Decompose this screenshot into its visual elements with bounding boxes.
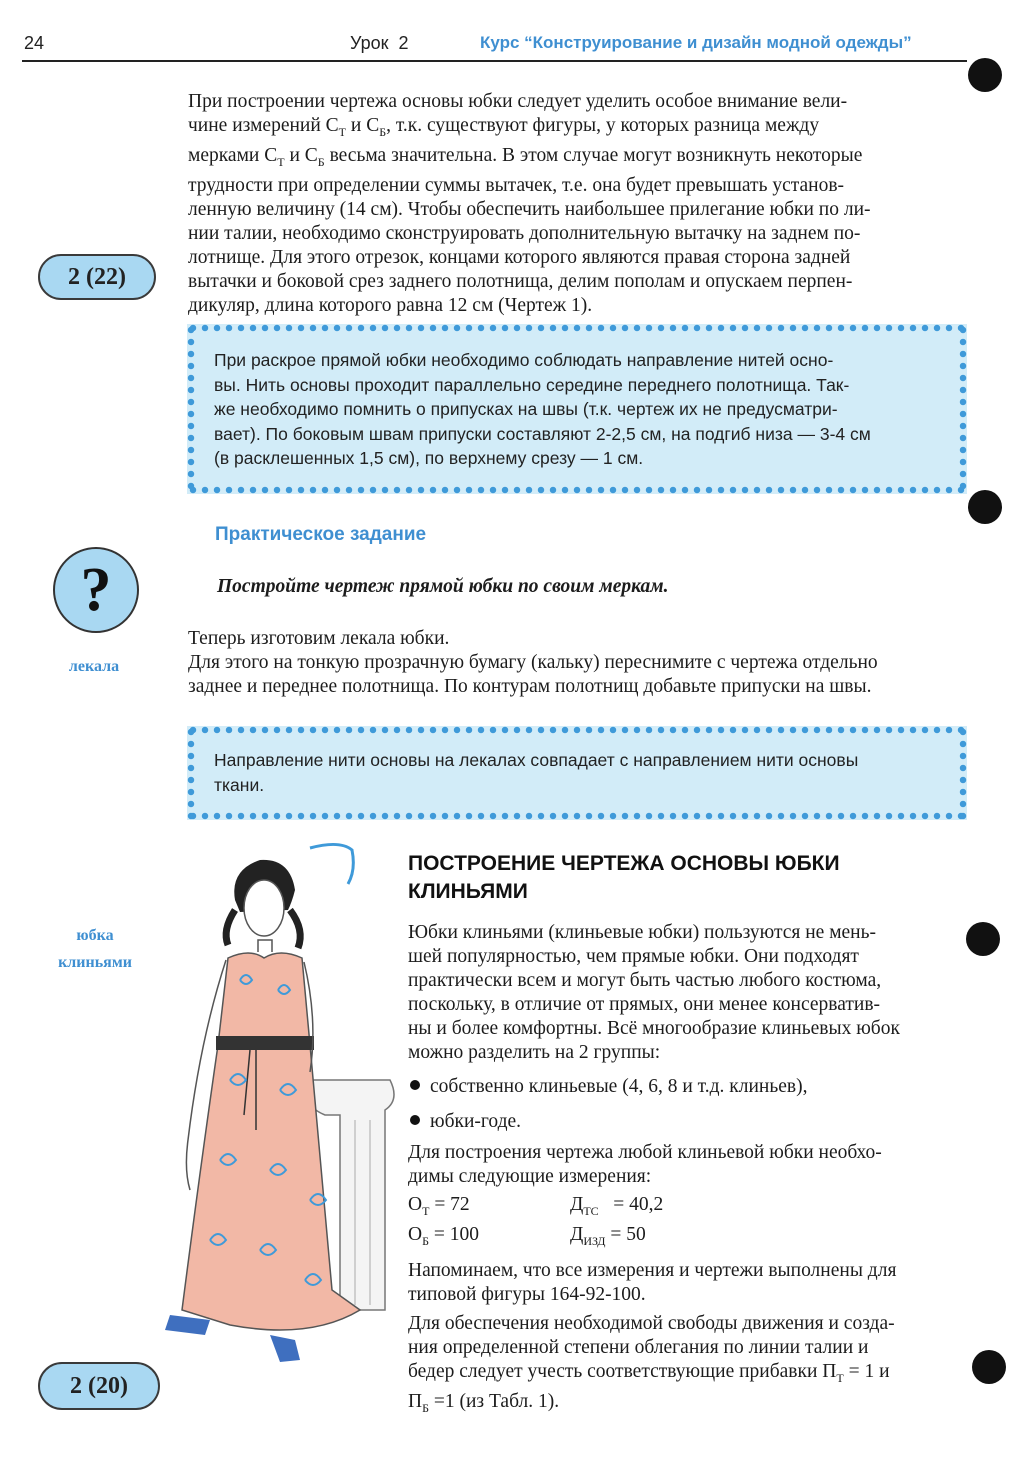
dotted-border xyxy=(187,812,967,820)
section-title-line: ПОСТРОЕНИЕ ЧЕРТЕЖА ОСНОВЫ ЮБКИ xyxy=(408,852,840,875)
note-line: (в расклешенных 1,5 см), по верхнему срезу — 1 см. xyxy=(214,448,644,468)
text-line: нии талии, необходимо сконструировать дополнительную вытачку на заднем по- xyxy=(188,222,861,244)
reference-badge: 2 (22) xyxy=(38,254,156,300)
dotted-border xyxy=(187,486,967,494)
binder-hole-icon xyxy=(968,490,1002,524)
text-line: $П_Б =1$ (из Табл. 1). xyxy=(408,1390,560,1415)
binder-hole-icon xyxy=(972,1350,1006,1384)
text-line: димы следующие измерения: xyxy=(408,1166,652,1187)
text-line: Юбки клиньями (клиньевые юбки) пользуются не мень- xyxy=(408,922,877,943)
list-item xyxy=(410,1076,807,1098)
binder-hole-icon xyxy=(966,922,1000,956)
paragraph-allowances xyxy=(408,1312,968,1420)
note-text xyxy=(214,348,942,471)
shoe xyxy=(165,1315,210,1335)
ponytail xyxy=(290,910,300,948)
text-line: чине измерений $С_Т$ и $С_Б$, т.к. существуют фигуры, у которых разница между xyxy=(188,115,820,139)
text-line: При построении чертежа основы юбки следует уделить особое внимание вели- xyxy=(188,91,848,112)
reference-badge: 2 (20) xyxy=(38,1362,160,1410)
text-line: Для обеспечения необходимой свободы движения и созда- xyxy=(408,1313,895,1334)
course-title: Курс “Конструирование и дизайн модной одежды” xyxy=(480,33,912,52)
dotted-border xyxy=(187,726,967,734)
dotted-border xyxy=(959,324,967,494)
text-line: ния определенной степени облегания по линии талии и xyxy=(408,1337,869,1358)
paragraph-wedge-skirts xyxy=(408,921,968,1065)
note-line: вы. Нить основы проходит параллельно середине переднего полотнища. Так- xyxy=(214,374,850,395)
dress xyxy=(182,953,360,1330)
paragraph-typical-figure xyxy=(408,1259,968,1307)
practical-task-title: Практическое задание xyxy=(215,524,427,545)
text-line: типовой фигуры 164-92-100. xyxy=(408,1284,646,1305)
note-text xyxy=(214,748,942,797)
binder-hole-icon xyxy=(968,58,1002,92)
text-line: практически всем и могут быть частью любого костюма, xyxy=(408,970,882,991)
task-text: Постройте чертеж прямой юбки по своим меркам. xyxy=(217,576,669,597)
list-item xyxy=(410,1111,521,1133)
text-line: заднее и переднее полотнища. По контурам полотнищ добавьте припуски на швы. xyxy=(188,676,872,697)
paragraph-patterns xyxy=(188,627,968,699)
dotted-border xyxy=(959,726,967,820)
dress-illustration xyxy=(160,840,400,1380)
lesson-number: 2 xyxy=(398,33,409,53)
bullet-icon xyxy=(410,1115,420,1125)
paragraph-measurements xyxy=(408,1141,968,1189)
ponytail xyxy=(226,910,235,945)
page-number: 24 xyxy=(24,33,45,53)
text-line: Напоминаем, что все измерения и чертежи выполнены для xyxy=(408,1260,897,1281)
deco-stroke xyxy=(310,844,353,884)
lesson-word: Урок xyxy=(350,33,389,53)
note-line: же необходимо помнить о припусках на швы (т.к. чертеж их не предусматри- xyxy=(214,399,838,419)
bullet-icon xyxy=(410,1080,420,1090)
text-line: бедер следует учесть соответствующие прибавки $П_Т = 1$ и xyxy=(408,1361,890,1385)
paragraph-darts xyxy=(188,90,964,318)
text-line: можно разделить на 2 группы: xyxy=(408,1042,661,1063)
text-line: трудности при определении суммы вытачек, т.е. она будет превышать установ- xyxy=(188,174,845,196)
text-line: Для построения чертежа любой клиньевой юбки необхо- xyxy=(408,1142,882,1163)
text-line: ленную величину (14 см). Чтобы обеспечить наибольшее прилегание юбки по ли- xyxy=(188,198,871,220)
text-line: лотнище. Для этого отрезок, концами которого являются правая сторона задней xyxy=(188,246,851,268)
measure-dizd: $Д_{ИЗД} = 50$ xyxy=(570,1224,646,1248)
note-line: ткани. xyxy=(214,774,265,795)
note-line: Направление нити основы на лекалах совпадает с направлением нити основы xyxy=(214,750,859,770)
text-line: шей популярностью, чем прямые юбки. Они подходят xyxy=(408,946,859,967)
dotted-border xyxy=(187,324,195,494)
side-label-skirt xyxy=(40,922,150,976)
side-label-lekala: лекала xyxy=(68,658,120,675)
question-icon: ? xyxy=(53,547,139,633)
section-title-line: КЛИНЬЯМИ xyxy=(408,880,528,903)
text-line: мерками $С_Т$ и $С_Б$ весьма значительна. В этом случае могут возникнуть некоторые xyxy=(188,144,863,169)
text-line: вытачки и боковой срез заднего полотнища, делим пополам и опускаем перпен- xyxy=(188,270,853,292)
dotted-border xyxy=(187,726,195,820)
text-line: Для этого на тонкую прозрачную бумагу (кальку) переснимите с чертежа отдельно xyxy=(188,652,878,673)
shoe xyxy=(270,1335,300,1362)
measure-ot: $О_Т = 72$ xyxy=(408,1194,470,1218)
section-title xyxy=(408,850,928,906)
measure-dts: $Д_{ТС}$ = 40,2 xyxy=(570,1194,664,1218)
text-line: дикуляр, длина которого равна 12 см (Чертеж 1). xyxy=(188,294,593,316)
list-item-text: собственно клиньевые (4, 6, 8 и т.д. клиньев), xyxy=(430,1076,808,1097)
text-line: ны и более комфортны. Всё многообразие клиньевых юбок xyxy=(408,1018,900,1039)
face xyxy=(244,880,284,936)
text-line: поскольку, в отличие от прямых, они менее консерватив- xyxy=(408,994,881,1015)
side-label-line: клиньями xyxy=(58,954,132,971)
belt xyxy=(216,1036,314,1050)
header-rule xyxy=(22,60,967,62)
lesson-label xyxy=(350,33,409,54)
note-line: вает). По боковым швам припуски составляют 2-2,5 см, на подгиб низа — 3-4 см xyxy=(214,423,871,444)
side-label-line: юбка xyxy=(76,927,114,944)
list-item-text: юбки-годе. xyxy=(430,1111,522,1132)
note-box xyxy=(187,324,967,494)
note-box xyxy=(187,726,967,820)
neck xyxy=(258,940,272,952)
measure-ob: $О_Б = 100$ xyxy=(408,1224,479,1248)
note-line: При раскрое прямой юбки необходимо соблюдать направление нитей осно- xyxy=(214,350,834,370)
text-line: Теперь изготовим лекала юбки. xyxy=(188,628,450,649)
dotted-border xyxy=(187,324,967,332)
